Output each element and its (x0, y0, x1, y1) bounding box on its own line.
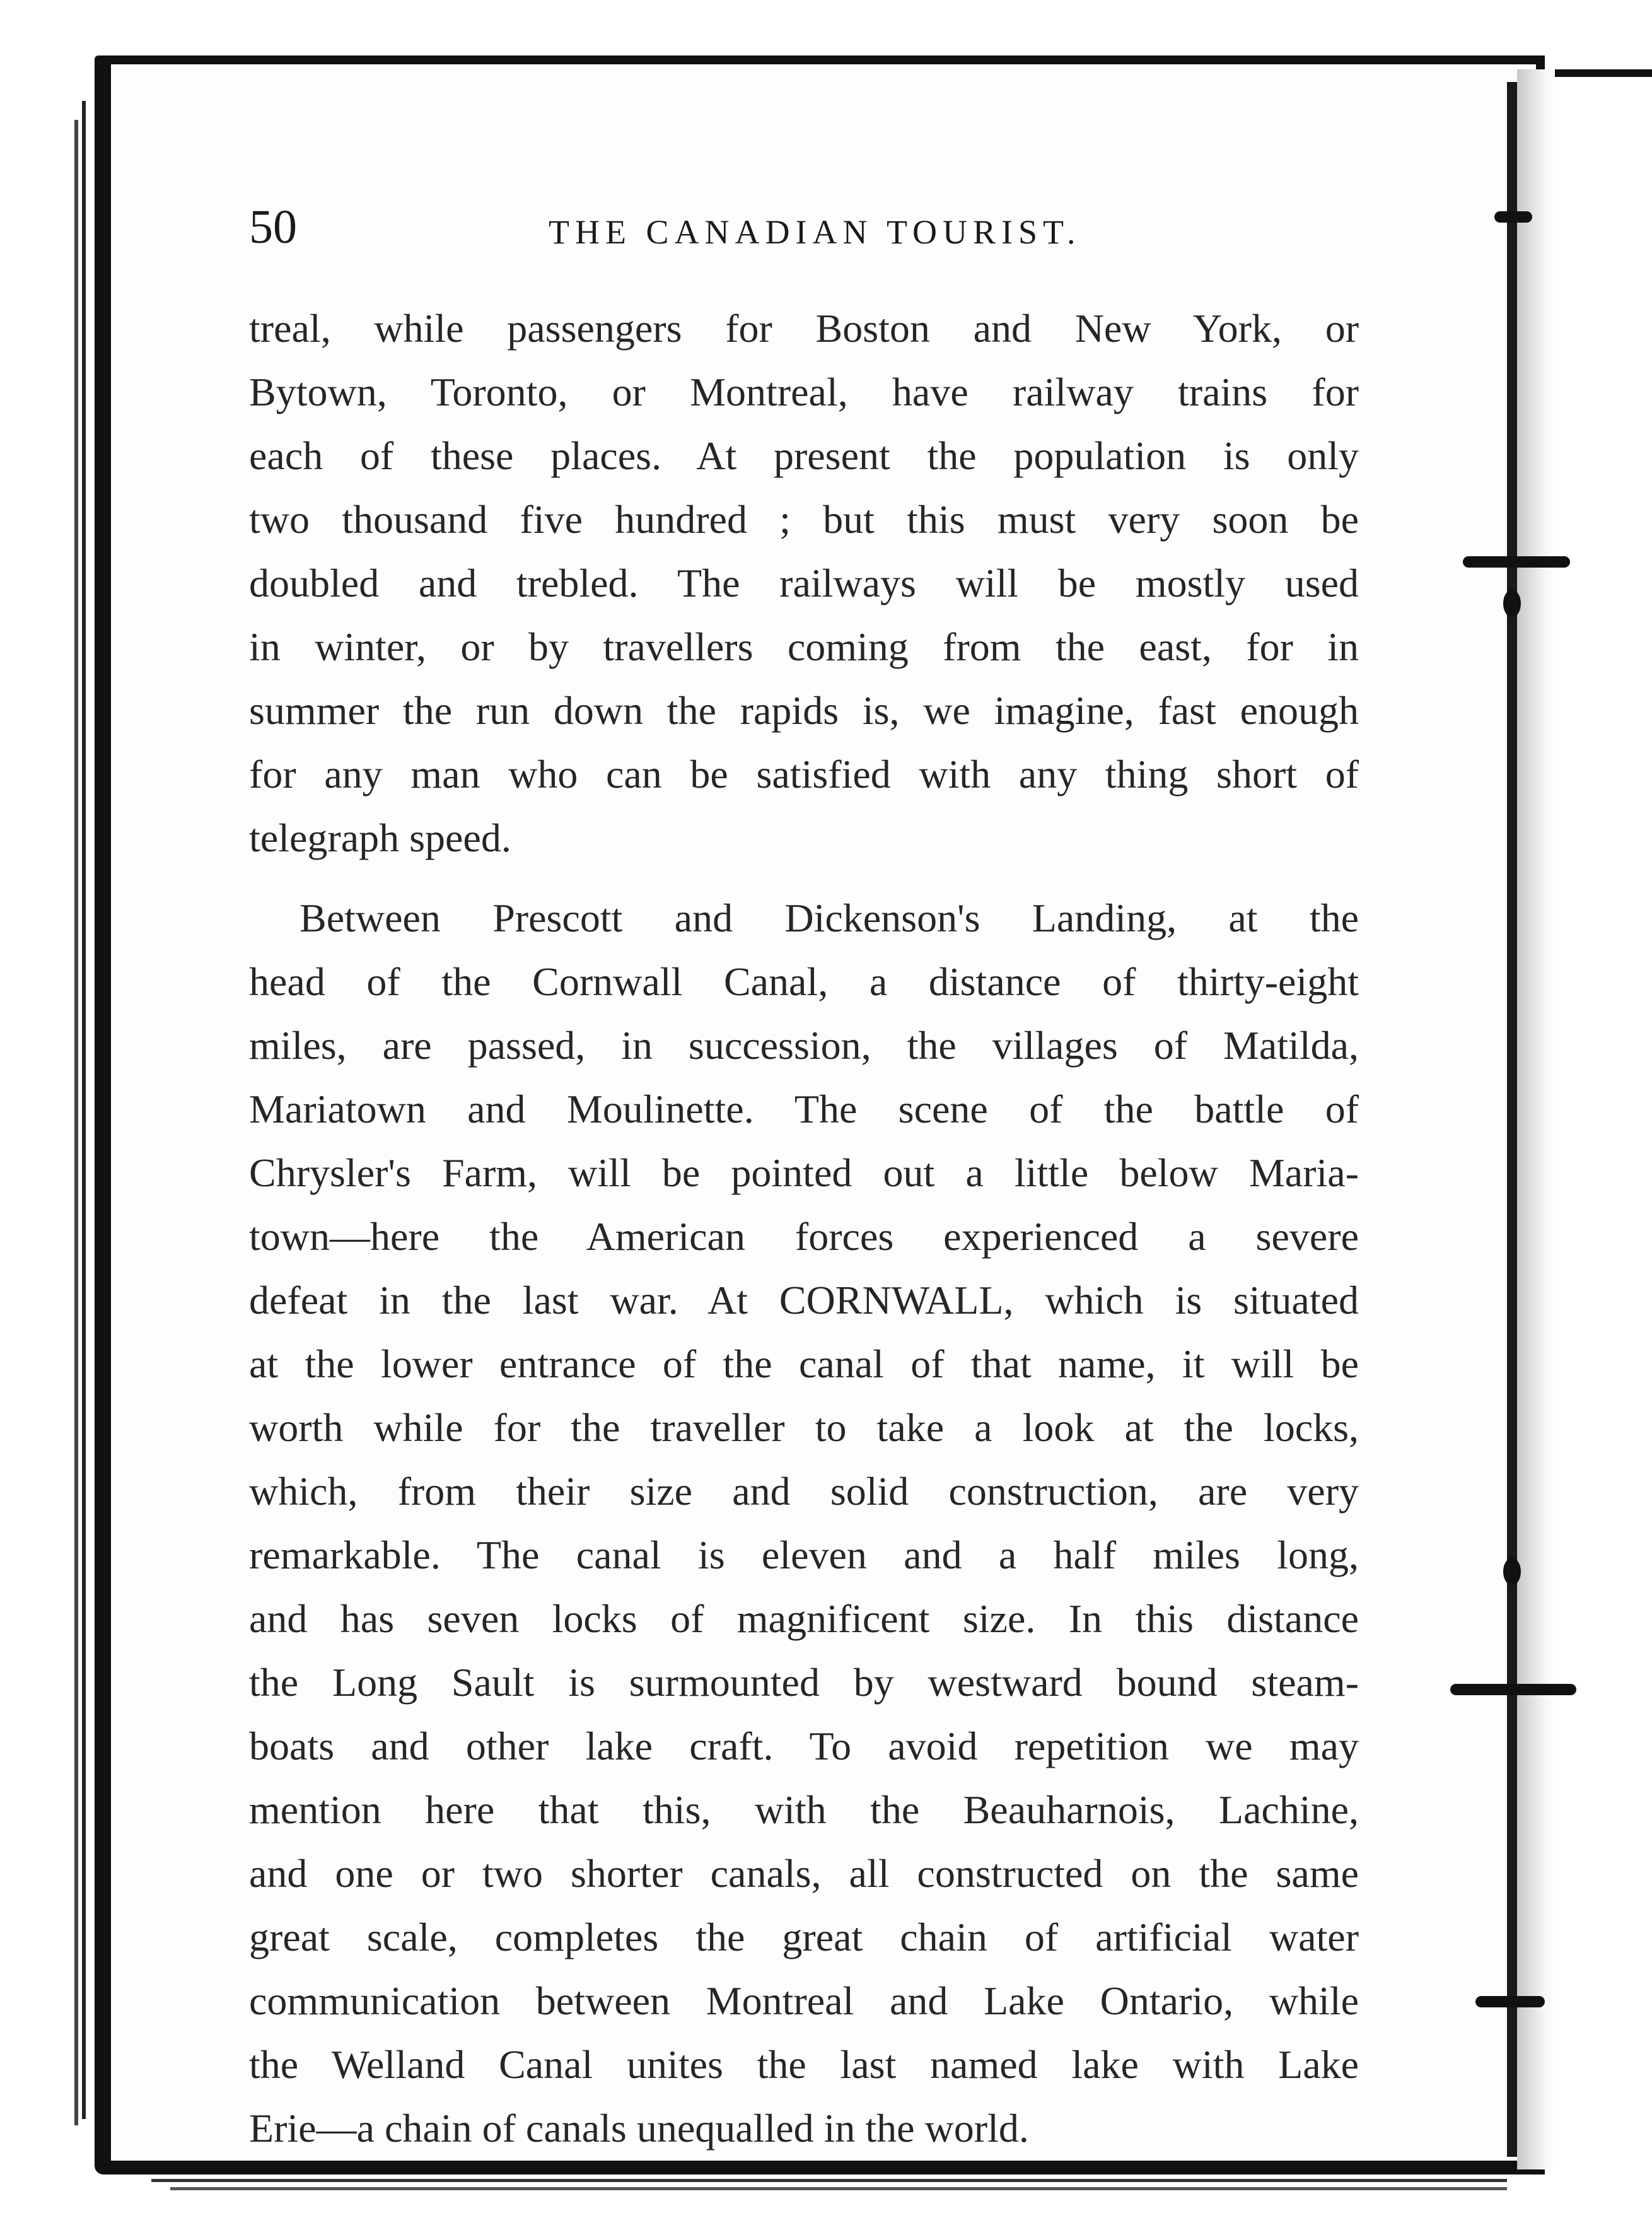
text-line: doubled and trebled. The railways will be mostly used (249, 561, 1359, 605)
page-edge-left (74, 120, 78, 2125)
text-line: two thousand five hundred ; but this must very soon be (249, 497, 1359, 542)
text-line: defeat in the last war. At CORNWALL, which is situated (249, 1278, 1359, 1322)
text-line: in winter, or by travellers coming from the east, for in (249, 624, 1359, 669)
text-line: the Long Sault is surmounted by westward bound steam- (249, 1660, 1359, 1705)
text-line: communication between Montreal and Lake Ontario, while (249, 1978, 1359, 2023)
text-line: town—here the American forces experienced a severe (249, 1214, 1359, 1259)
text-line: the Welland Canal unites the last named lake with Lake (249, 2042, 1359, 2087)
body-text (249, 296, 1359, 2160)
binding-stitch (1475, 1996, 1545, 2007)
running-header (249, 196, 1359, 265)
text-line: Erie—a chain of canals unequalled in the world. (249, 2106, 1029, 2151)
binding-shadow (1517, 69, 1555, 2169)
text-line: which, from their size and solid construction, are very (249, 1469, 1359, 1514)
facing-page-edge (1555, 69, 1652, 2169)
binding-stitch (1494, 211, 1532, 223)
text-line: mention here that this, with the Beauharnois, Lachine, (249, 1787, 1359, 1832)
text-line: telegraph speed. (249, 815, 511, 860)
text-line: head of the Cornwall Canal, a distance of thirty-eight (249, 959, 1359, 1004)
text-line: remarkable. The canal is eleven and a half miles long, (249, 1532, 1359, 1577)
text-line: boats and other lake craft. To avoid repetition we may (249, 1724, 1359, 1768)
text-line: worth while for the traveller to take a look at the locks, (249, 1405, 1359, 1450)
paragraph (249, 296, 1359, 870)
paragraph (249, 886, 1359, 2160)
page-edge-bottom (151, 2179, 1507, 2182)
text-line: and has seven locks of magnificent size. In this distance (249, 1596, 1359, 1641)
text-line: at the lower entrance of the canal of that name, it will be (249, 1341, 1359, 1386)
binding-stitch (1463, 556, 1570, 568)
text-line: Bytown, Toronto, or Montreal, have railway trains for (249, 370, 1359, 414)
page-number: 50 (249, 201, 297, 254)
text-line: summer the run down the rapids is, we imagine, fast enough (249, 688, 1359, 733)
text-line: Chrysler's Farm, will be pointed out a little below Maria- (249, 1150, 1359, 1195)
book-binding (1507, 82, 1517, 2157)
text-line: Between Prescott and Dickenson's Landing, at the (300, 896, 1359, 940)
text-line: for any man who can be satisfied with any thing short of (249, 752, 1359, 797)
text-line: miles, are passed, in succession, the villages of Matilda, (249, 1023, 1359, 1068)
text-line: great scale, completes the great chain of artificial water (249, 1915, 1359, 1959)
page-edge-bottom (170, 2187, 1507, 2190)
binding-stitch (1450, 1684, 1576, 1695)
text-line: each of these places. At present the population is only (249, 433, 1359, 478)
page-edge-left (82, 101, 86, 2119)
text-line: treal, while passengers for Boston and New York, or (249, 306, 1359, 351)
binding-stitch (1503, 590, 1521, 617)
binding-stitch (1503, 1558, 1521, 1585)
book-title-header: THE CANADIAN TOURIST. (549, 213, 1081, 251)
text-line: and one or two shorter canals, all constructed on the same (249, 1851, 1359, 1896)
text-line: Mariatown and Moulinette. The scene of the battle of (249, 1087, 1359, 1131)
